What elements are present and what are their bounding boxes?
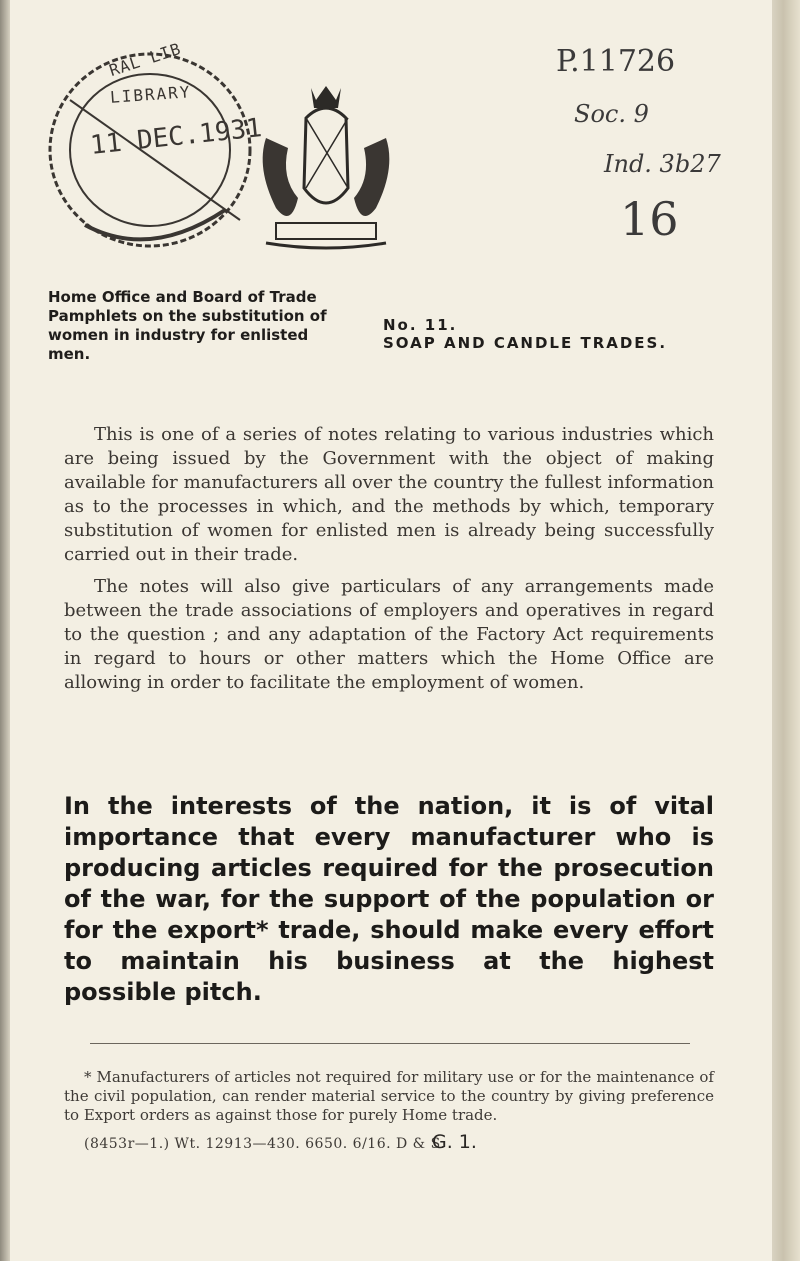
printer-imprint: (8453r—1.) Wt. 12913—430. 6650. 6/16. D & S. [84,1136,446,1152]
page-binding-shadow [0,0,10,1261]
stamp-arc-text: RAL LIB [106,38,184,81]
handwritten-number: 16 [620,192,679,246]
footnote-divider [90,1043,690,1044]
handwritten-note: Ind. 3b27 [604,150,721,178]
page-edge [772,0,800,1261]
pamphlet-number: No. 11. [383,316,458,334]
handwritten-note: Soc. 9 [574,100,649,128]
intro-paragraph: This is one of a series of notes relating to various industries which are being issued by the Government with the object of making available for manufacturers all over the country the fullest information as to the processes in which, and the methods by which, temporary substitution of women for enlisted men is already being successfully carried out in their trade. [64,424,714,565]
emphasis-paragraph: In the interests of the nation, it is of vital importance that every manufacturer who is producing articles required for the prosecution of the war, for the support of the population or for the export* trade, should make every effort to maintain his business at the highest possible pitch. [64,792,714,1006]
stamp-library-text: LIBRARY [109,82,193,107]
second-paragraph: The notes will also give particulars of any arrangements made between the trade associations of employers and operatives in regard to the question ; and any adaptation of the Factory Act requirements in regard to hours or other matters which the Home Office are allowing in order to facilitate the employment of women. [64,576,714,693]
pamphlet-title: SOAP AND CANDLE TRADES. [383,334,668,352]
stamp-date: 11 DEC.1931 [88,113,264,161]
handwritten-reference: P.11726 [556,44,676,79]
form-code: G. 1. [432,1131,477,1153]
footnote: * Manufacturers of articles not required for military use or for the maintenance of the civil population, can render material service to the country by giving preference to Export orders as against those for purely Home trade. [64,1068,714,1124]
series-heading: Home Office and Board of Trade Pamphlets on the substitution of women in industry for enlisted men. [48,288,327,363]
royal-arms-emblem [236,78,416,258]
